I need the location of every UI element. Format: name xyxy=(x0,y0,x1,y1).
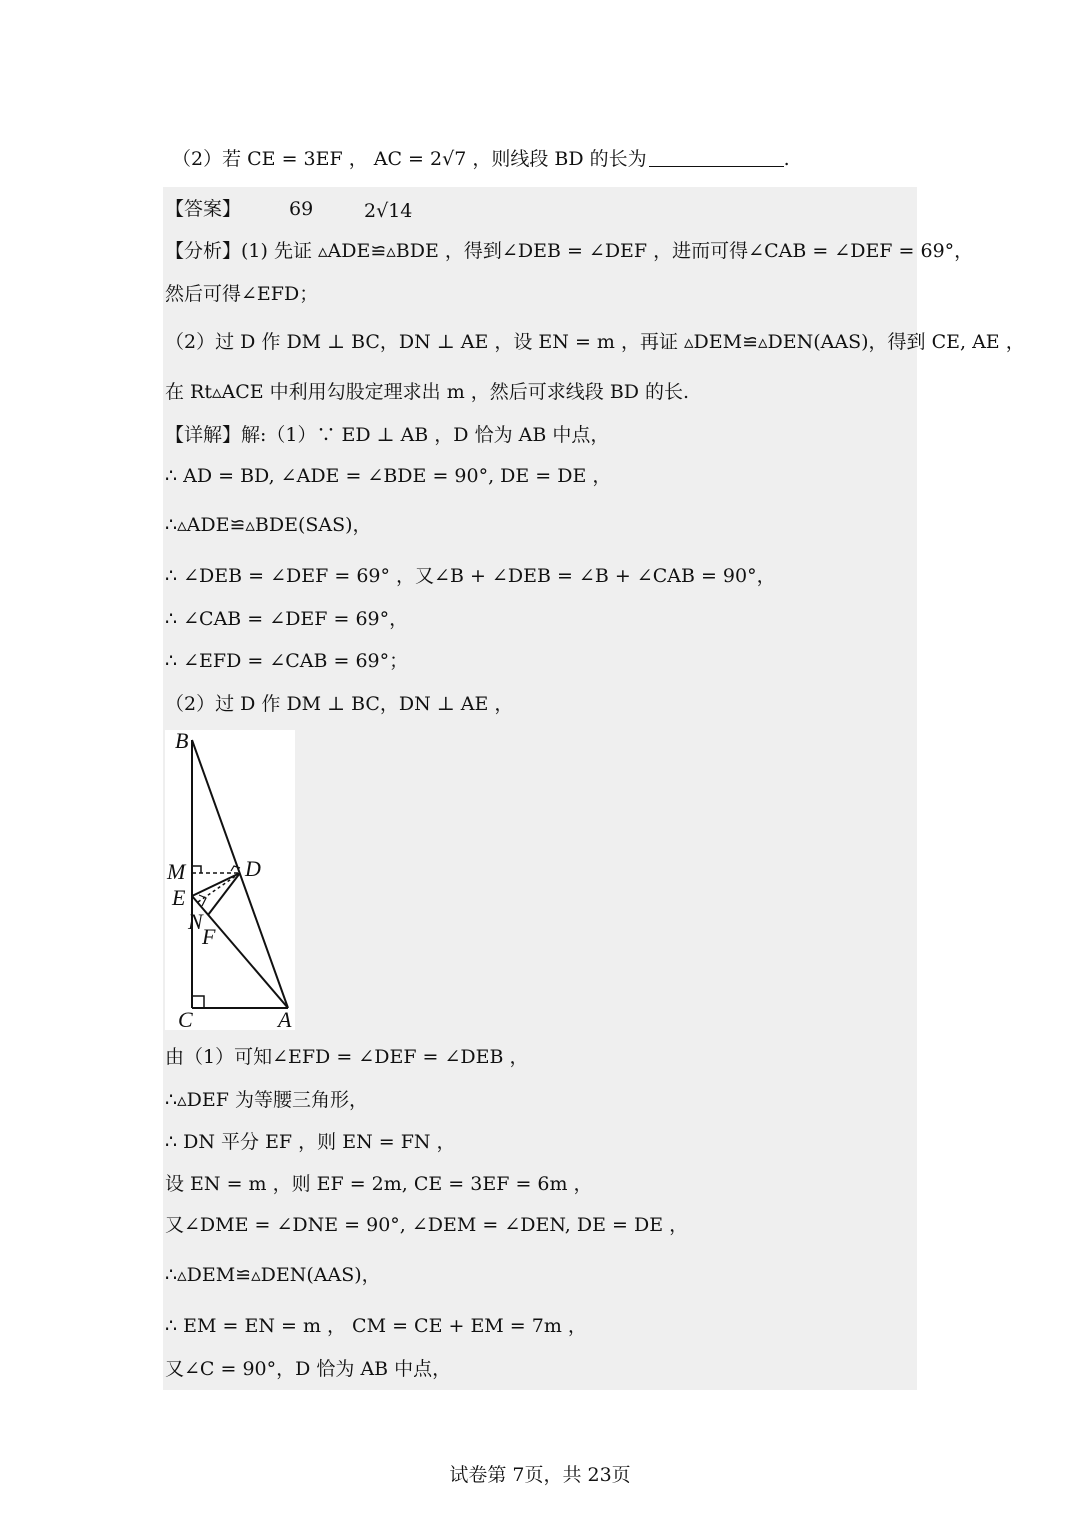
segment-EA xyxy=(192,896,288,1008)
answer-blank xyxy=(649,148,784,167)
label-A: A xyxy=(278,1007,292,1032)
question-2-stem: （2）若 CE = 3EF ， AC = 2√7 ，则线段 BD 的长为 xyxy=(172,148,647,170)
detail-line-4: ∴ ∠DEB = ∠DEF = 69° ，又∠B + ∠DEB = ∠B + ∠CAB = 90°， xyxy=(165,565,776,587)
label-B: B xyxy=(175,728,189,753)
question-2-period: . xyxy=(783,148,790,170)
question-2-text xyxy=(172,147,790,171)
analysis-line-1: 【分析】(1) 先证 ▵ADE≌▵BDE ，得到∠DEB = ∠DEF ，进而可得∠CAB = ∠DEF = 69°， xyxy=(165,240,974,262)
label-C: C xyxy=(178,1007,193,1032)
answer-label: 【答案】 xyxy=(165,198,242,220)
continued-line-5: 又∠DME = ∠DNE = 90°, ∠DEM = ∠DEN, DE = DE ， xyxy=(165,1214,689,1236)
label-F: F xyxy=(202,924,216,949)
detail-line-2: ∴ AD = BD, ∠ADE = ∠BDE = 90°, DE = DE ， xyxy=(165,465,612,487)
detail-line-5: ∴ ∠CAB = ∠DEF = 69°， xyxy=(165,608,409,630)
detail-line-7: （2）过 D 作 DM ⊥ BC，DN ⊥ AE ， xyxy=(165,693,514,715)
page-footer: 试卷第 7页，共 23页 xyxy=(449,1464,631,1486)
detail-line-1: 【详解】解:（1）∵ ED ⊥ AB ，D 恰为 AB 中点， xyxy=(165,424,610,446)
label-N: N xyxy=(188,909,203,934)
right-angle-C xyxy=(192,996,204,1008)
detail-line-3: ∴▵ADE≌▵BDE(SAS)， xyxy=(165,514,372,536)
continued-line-1: 由（1）可知∠EFD = ∠DEF = ∠DEB ， xyxy=(165,1046,529,1068)
continued-line-2: ∴▵DEF 为等腰三角形， xyxy=(165,1089,368,1111)
continued-line-7: ∴ EM = EN = m ， CM = CE + EM = 7m ， xyxy=(165,1315,587,1337)
segment-ED xyxy=(192,873,240,896)
right-angle-M xyxy=(192,866,201,873)
analysis-line-3: （2）过 D 作 DM ⊥ BC，DN ⊥ AE ，设 EN = m ，再证 ▵DEM≌▵DEN(AAS)，得到 CE, AE ， xyxy=(165,331,1025,353)
answer-value-1: 69 xyxy=(289,198,314,220)
continued-line-6: ∴▵DEM≌▵DEN(AAS)， xyxy=(165,1264,381,1286)
analysis-line-4: 在 Rt▵ACE 中利用勾股定理求出 m ，然后可求线段 BD 的长. xyxy=(165,381,690,403)
segment-FD xyxy=(208,873,240,915)
label-D: D xyxy=(245,856,261,881)
label-E: E xyxy=(172,885,186,910)
continued-line-4: 设 EN = m ，则 EF = 2m, CE = 3EF = 6m ， xyxy=(165,1173,593,1195)
label-M: M xyxy=(167,859,186,884)
geometry-figure xyxy=(165,730,295,1030)
detail-line-6: ∴ ∠EFD = ∠CAB = 69°； xyxy=(165,650,409,672)
continued-line-3: ∴ DN 平分 EF ，则 EN = FN ， xyxy=(165,1131,456,1153)
analysis-line-2: 然后可得∠EFD； xyxy=(165,283,319,305)
answer-value-2: 2√14 xyxy=(364,200,413,222)
continued-line-8: 又∠C = 90°，D 恰为 AB 中点， xyxy=(165,1358,452,1380)
